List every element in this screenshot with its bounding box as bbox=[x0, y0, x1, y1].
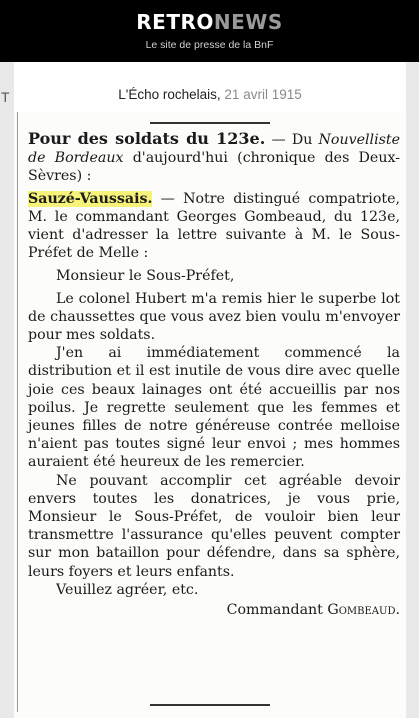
search-highlight[interactable]: Sauzé-Vaussais. bbox=[28, 190, 153, 207]
column-rule bbox=[17, 112, 18, 712]
site-tagline: Le site de presse de la BnF bbox=[145, 39, 274, 51]
article-intro: Pour des soldats du 123e. — Du Nouvelliste de Bordeaux d'aujourd'hui (chronique des Deux-Sèvres) : bbox=[28, 129, 401, 185]
logo-news: NEWS bbox=[213, 10, 283, 34]
previous-page-edge[interactable] bbox=[0, 62, 14, 718]
letter-greeting: Monsieur le Sous-Préfet, bbox=[56, 268, 235, 285]
publication-name: L'Écho rochelais, bbox=[118, 87, 221, 102]
site-header bbox=[0, 0, 419, 62]
top-divider bbox=[150, 122, 270, 124]
letter-closing: Veuillez agréer, etc. bbox=[56, 581, 199, 598]
publication-date: 21 avril 1915 bbox=[224, 87, 302, 102]
previous-page-fragment: T bbox=[1, 89, 10, 105]
retronews-logo[interactable] bbox=[0, 11, 419, 33]
article-paragraph-1: Sauzé-Vaussais. — Notre distingué compatriote, M. le commandant Georges Gombeaud, du 123e, vient d'adresser la lettre suivante à M. le Sous-Préfet de Melle : bbox=[28, 190, 400, 262]
letter-paragraph-3: Ne pouvant accomplir cet agréable devoir envers toutes les donatrices, je vous prie, Monsieur le Sous-Préfet, de vouloir bien leur transmettre l'assurance qu'elles peuvent compter sur mon bataillon pour défendre, dans sa sphère, leurs foyers et leurs enfants. bbox=[28, 472, 400, 580]
signature-name: Gombeaud. bbox=[327, 602, 400, 619]
source-newspaper: Nouvelliste de Bordeaux bbox=[28, 132, 400, 167]
letter-signature: Commandant Gombeaud. bbox=[226, 602, 400, 619]
logo-retro: RETRO bbox=[136, 10, 214, 34]
letter-paragraph-2: J'en ai immédiatement commencé la distribution et il est inutile de vous dire avec quelle joie ces beaux lainages ont été accueillis par nos poilus. Je regrette seulement que les femmes et jeunes filles de notre généreuse contrée melloise n'aient pas toutes signé leur envoi ; mes hommes auraient été heureux de les remercier. bbox=[28, 345, 400, 471]
article-headline: Pour des soldats du 123e. bbox=[28, 129, 266, 148]
bottom-divider bbox=[150, 704, 270, 706]
next-page-edge[interactable] bbox=[406, 62, 419, 718]
publication-line bbox=[14, 86, 406, 104]
article-text bbox=[28, 130, 400, 619]
letter-paragraph-1: Le colonel Hubert m'a remis hier le superbe lot de chaussettes que vous avez bien voulu m'envoyer pour mes soldats. bbox=[28, 290, 400, 344]
